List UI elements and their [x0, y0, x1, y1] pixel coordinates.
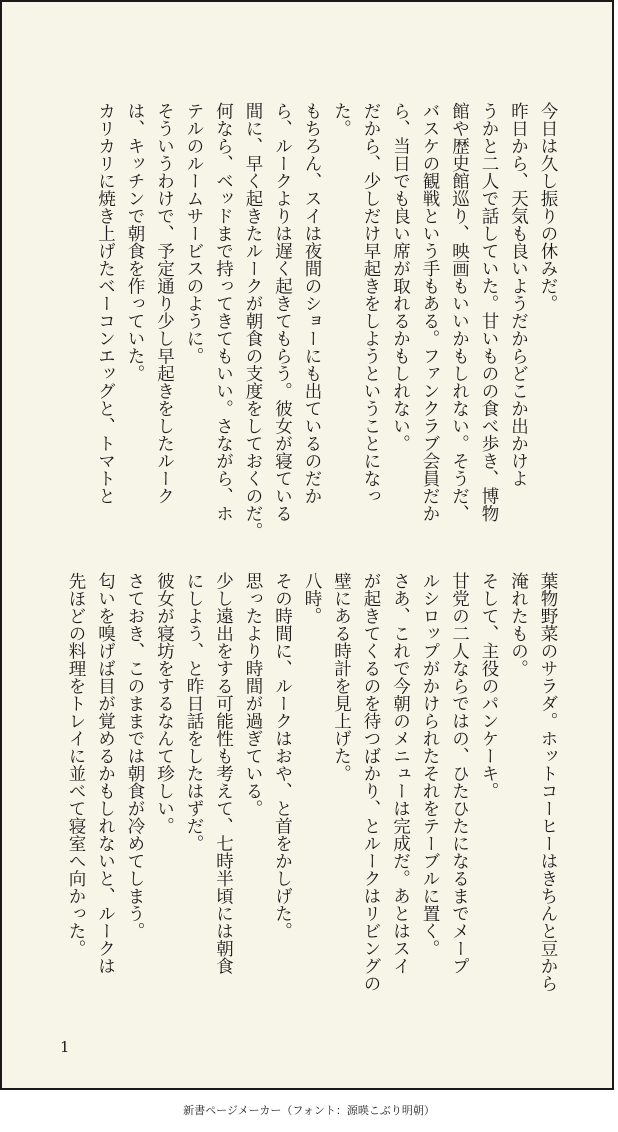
page-number: 1 — [60, 1038, 70, 1056]
text-line: 館や歴史館巡り、映画もいいかもしれない。そうだ、 — [449, 102, 470, 522]
footer-caption: 新書ページメーカー（フォント：源暎こぶり明朝） — [183, 1104, 435, 1117]
text-line: 匂いを嗅げば目が覚めるかもしれないと、ルークは — [95, 572, 116, 975]
text-line: にしよう、と昨日話をしたはずだ。 — [184, 572, 204, 852]
text-line: そして、主役のパンケーキ。 — [479, 572, 499, 800]
text-line: ら、ルークよりは遅く起きてもらう。彼女が寝ている — [272, 102, 293, 522]
text-line: 彼女が寝坊をするなんて珍しい。 — [154, 572, 175, 835]
text-line: さあ、これで今朝のメニューは完成だ。あとはスイ — [390, 572, 411, 975]
text-line: が起きてくるのを待つばかり、とルークはリビングの — [361, 572, 381, 992]
text-line: た。 — [331, 102, 352, 137]
text-line: 甘党の二人ならではの、ひたひたになるまでメープ — [449, 572, 470, 975]
text-line: バスケの観戦という手もある。ファンクラブ会員だか — [420, 102, 440, 522]
text-line: 昨日から、天気も良いようだからどこか出かけよ — [508, 102, 529, 487]
text-line: うかと二人で話していた。甘いものの食べ歩き、博物 — [479, 102, 499, 522]
text-line: 思ったより時間が過ぎている。 — [243, 572, 263, 817]
text-line: 何なら、ベッドまで持ってきてもいい。さながら、ホ — [213, 102, 234, 522]
text-line: ルシロップがかけられたそれをテーブルに置く。 — [420, 572, 440, 957]
upper-text-block — [90, 102, 562, 540]
text-line: 八時。 — [302, 572, 322, 625]
text-line: ら、当日でも良い席が取れるかもしれない。 — [390, 102, 411, 452]
text-line: もちろん、スイは夜間のショーにも出ているのだか — [302, 102, 322, 505]
text-line: 葉物野菜のサラダ。ホットコーヒーはきちんと豆から — [538, 572, 558, 992]
text-line: 今日は久し振りの休みだ。 — [538, 102, 558, 312]
text-line: 淹れたもの。 — [508, 572, 529, 677]
text-line: その時間に、ルークはおや、と首をかしげた。 — [272, 572, 293, 940]
text-line: さておき、このままでは朝食が冷めてしまう。 — [125, 572, 145, 940]
text-line: カリカリに焼き上げたベーコンエッグと、トマトと — [95, 102, 116, 505]
text-line: そういうわけで、予定通り少し早起きをしたルーク — [154, 102, 175, 505]
text-line: だから、少しだけ早起きをしようということになっ — [361, 102, 381, 505]
text-line: は、キッチンで朝食を作っていた。 — [125, 102, 145, 382]
text-line: 間に、早く起きたルークが朝食の支度をしておくのだ。 — [243, 102, 263, 540]
text-line: 少し遠出をする可能性も考えて、七時半頃には朝食 — [213, 572, 234, 975]
text-line: 先ほどの料理をトレイに並べて寝室へ向かった。 — [66, 572, 86, 957]
text-line: 壁にある時計を見上げた。 — [331, 572, 352, 782]
text-line: テルのルームサービスのように。 — [184, 102, 204, 365]
lower-text-block — [61, 572, 563, 1002]
